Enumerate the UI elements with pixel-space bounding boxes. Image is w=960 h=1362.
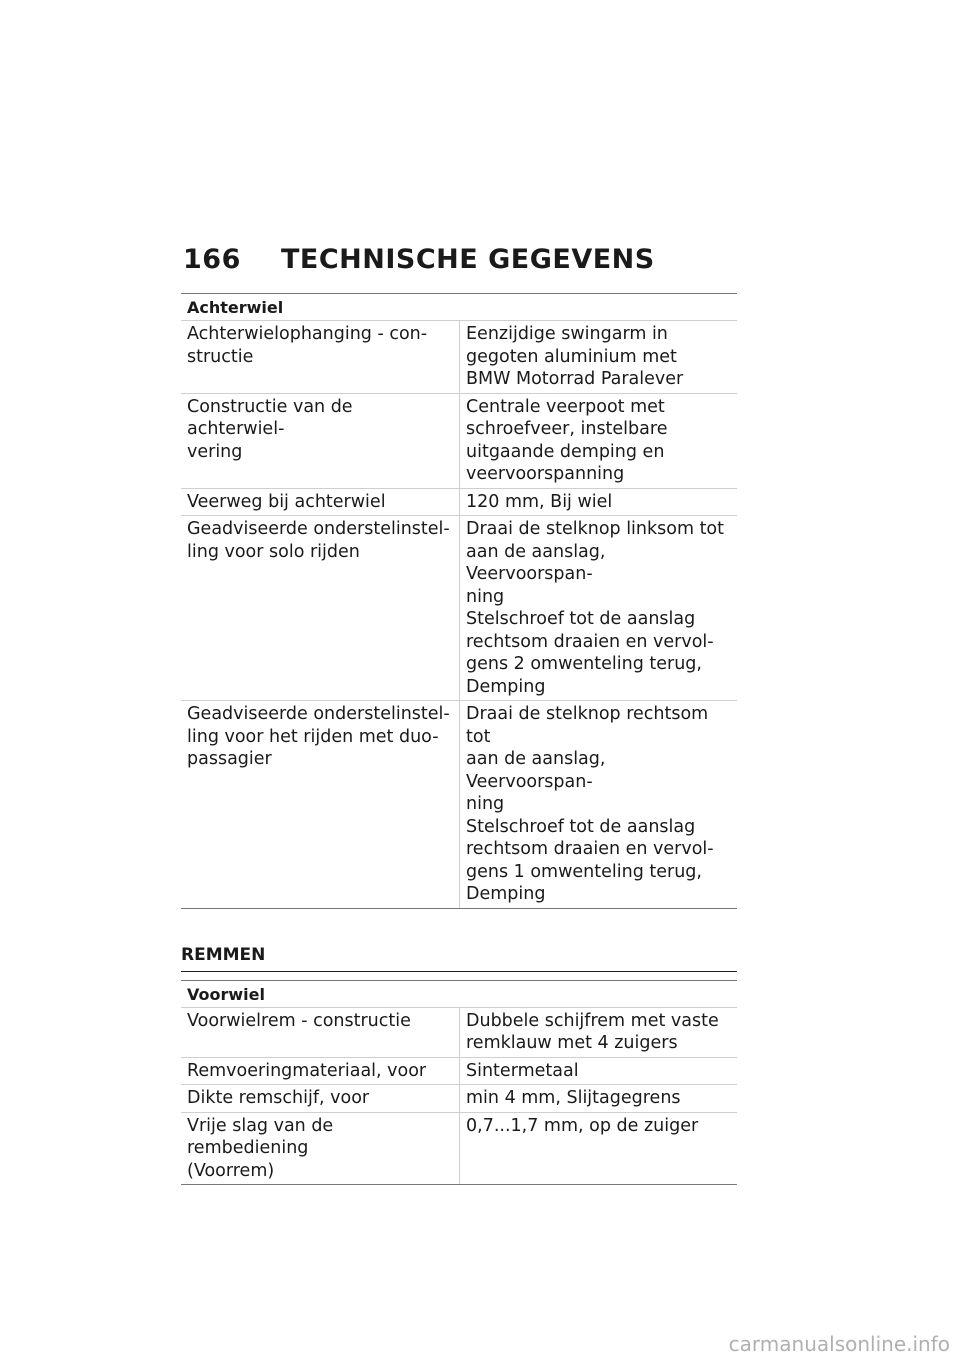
spec-label-line: Achterwielophanging - con- — [187, 324, 428, 344]
spec-value-line: 120 mm, Bij wiel — [466, 491, 613, 512]
spec-value — [460, 516, 738, 701]
spec-label-line: Dikte remschijf, voor — [187, 1088, 370, 1108]
achterwiel-row — [181, 516, 737, 701]
spec-label — [181, 516, 460, 701]
spec-label — [181, 1057, 460, 1085]
spec-value-line: ning — [466, 794, 505, 814]
spec-label-line: structie — [187, 346, 254, 367]
spec-value — [460, 701, 738, 909]
watermark: carmanualsonline.info — [728, 1332, 950, 1356]
spec-value-line: BMW Motorrad Paralever — [466, 369, 684, 389]
voorwiel-heading: Voorwiel — [181, 980, 737, 1008]
spec-value-line: Draai de stelknop rechtsom tot — [466, 704, 709, 747]
spec-label — [181, 1008, 460, 1058]
spec-value-line: Dubbele schijfrem met vaste — [466, 1010, 719, 1031]
voorwiel-table — [181, 1008, 737, 1186]
spec-label-line: passagier — [187, 749, 272, 769]
achterwiel-row — [181, 321, 737, 393]
spec-value — [460, 488, 738, 516]
spec-value-line: remklauw met 4 zuigers — [466, 1033, 678, 1053]
spec-label-line: Geadviseerde onderstelinstel- — [187, 704, 450, 724]
spec-label — [181, 488, 460, 516]
page-number: 166 — [183, 244, 241, 275]
spec-value — [460, 393, 738, 488]
spec-value-line: gens 2 omwenteling terug, — [466, 654, 702, 674]
spec-label-line: Voorwielrem - constructie — [187, 1010, 411, 1031]
spec-label — [181, 701, 460, 909]
remmen-row — [181, 1085, 737, 1113]
remmen-row — [181, 1057, 737, 1085]
achterwiel-row — [181, 393, 737, 488]
spec-value-line: Stelschroef tot de aanslag — [466, 609, 696, 629]
spec-label — [181, 1085, 460, 1113]
remmen-row — [181, 1112, 737, 1185]
page-title: TECHNISCHE GEGEVENS — [281, 244, 655, 275]
spec-value — [460, 321, 738, 393]
content — [181, 293, 737, 1185]
spec-value-line: Draai de stelknop linksom tot — [466, 519, 725, 539]
spec-label-line: Constructie van de achterwiel- — [187, 396, 353, 439]
spec-value — [460, 1008, 738, 1058]
spec-label-line: Geadviseerde onderstelinstel- — [187, 519, 450, 539]
spec-label-line: Veerweg bij achterwiel — [187, 491, 386, 512]
spec-label — [181, 321, 460, 393]
spec-value — [460, 1112, 738, 1185]
spec-value-line: min 4 mm, Slijtagegrens — [466, 1088, 681, 1108]
spec-value-line: ning — [466, 586, 505, 607]
spec-value — [460, 1057, 738, 1085]
spec-label-line: Remvoeringmateriaal, voor — [187, 1060, 427, 1081]
spec-value-line: 0,7...1,7 mm, op de zuiger — [466, 1115, 699, 1136]
spec-value-line: veervoorspanning — [466, 464, 625, 484]
spec-value-line: Centrale veerpoot met — [466, 396, 665, 417]
spec-value-line: Sintermetaal — [466, 1060, 579, 1081]
spec-value-line: aan de aanslag, Veervoorspan- — [466, 749, 606, 792]
spec-value-line: uitgaande demping en — [466, 441, 665, 462]
spec-label-line: ling voor solo rijden — [187, 541, 360, 562]
remmen-row — [181, 1008, 737, 1058]
spec-label — [181, 393, 460, 488]
spec-value-line: Demping — [466, 884, 546, 904]
spec-value-line: Eenzijdige swingarm in — [466, 324, 668, 344]
achterwiel-row — [181, 701, 737, 909]
section-title-remmen: REMMEN — [181, 925, 737, 972]
spec-label-line: vering — [187, 441, 243, 462]
spec-value-line: aan de aanslag, Veervoorspan- — [466, 541, 606, 584]
spec-value-line: Demping — [466, 676, 546, 697]
spec-value — [460, 1085, 738, 1113]
spec-value-line: gegoten aluminium met — [466, 346, 677, 367]
spec-label-line: Vrije slag van de rembediening — [187, 1115, 334, 1158]
spec-label — [181, 1112, 460, 1185]
achterwiel-row — [181, 488, 737, 516]
spec-value-line: rechtsom draaien en vervol- — [466, 839, 714, 859]
achterwiel-table — [181, 321, 737, 909]
spec-value-line: Stelschroef tot de aanslag — [466, 816, 696, 837]
spec-value-line: rechtsom draaien en vervol- — [466, 631, 714, 652]
page-header — [183, 244, 655, 275]
spec-label-line: ling voor het rijden met duo- — [187, 726, 439, 747]
spec-label-line: (Voorrem) — [187, 1160, 275, 1181]
achterwiel-heading: Achterwiel — [181, 293, 737, 321]
spec-value-line: schroefveer, instelbare — [466, 419, 668, 439]
spec-value-line: gens 1 omwenteling terug, — [466, 861, 702, 882]
